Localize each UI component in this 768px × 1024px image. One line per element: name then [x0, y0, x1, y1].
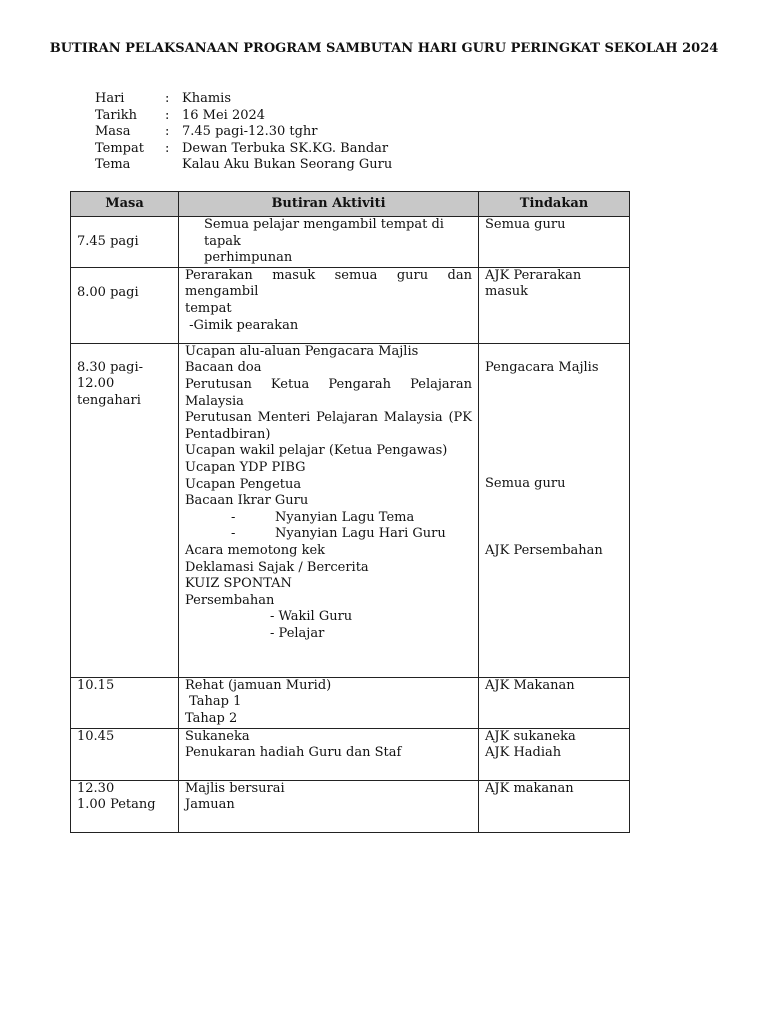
- aktiviti-cell: [179, 780, 479, 832]
- table-row: [71, 677, 630, 728]
- tindakan-cell: [479, 728, 630, 780]
- table-header-row: [71, 192, 630, 217]
- info-value: 16 Mei 2024: [182, 107, 266, 123]
- masa-text: 7.45 pagi: [77, 233, 139, 249]
- masa-text: tengahari: [77, 392, 141, 408]
- aktiviti-text: perhimpunan: [204, 250, 293, 266]
- masa-cell: [71, 267, 179, 343]
- aktiviti-text: -Gimik pearakan: [185, 317, 299, 333]
- aktiviti-text: Bacaan Ikrar Guru: [185, 493, 309, 509]
- header-butiran-aktiviti: Butiran Aktiviti: [179, 192, 479, 217]
- aktiviti-bullet-item: [185, 510, 472, 527]
- aktiviti-text: Nyanyian Lagu Tema: [275, 509, 415, 525]
- tindakan-text: AJK Makanan: [485, 677, 575, 693]
- aktiviti-text: Majlis bersurai: [185, 780, 285, 796]
- aktiviti-text: Perutusan Ketua Pengarah Pelajaran Malaysia: [185, 376, 472, 409]
- info-key: Tempat: [95, 140, 144, 156]
- info-key: Tarikh: [95, 107, 138, 123]
- aktiviti-text: KUIZ SPONTAN: [185, 576, 292, 592]
- tindakan-cell: [479, 267, 630, 343]
- masa-cell: [71, 343, 179, 677]
- aktiviti-text: Ucapan Pengetua: [185, 476, 302, 492]
- info-colon: :: [165, 124, 170, 140]
- info-row-tempat: [95, 141, 392, 158]
- masa-text: 8.30 pagi-: [77, 359, 144, 375]
- aktiviti-text: Ucapan alu-aluan Pengacara Majlis: [185, 343, 419, 359]
- masa-text: 10.15: [77, 677, 115, 693]
- table-row: [71, 343, 630, 677]
- info-row-hari: [95, 91, 392, 108]
- aktiviti-text: - Wakil Guru: [270, 609, 353, 625]
- tindakan-text: AJK Perarakan masuk: [485, 267, 582, 300]
- info-row-tema: [95, 157, 392, 174]
- aktiviti-bullet-item: [185, 526, 472, 543]
- info-key: Tema: [95, 157, 131, 173]
- info-value: Khamis: [182, 91, 231, 106]
- aktiviti-text: Ucapan YDP PIBG: [185, 459, 306, 475]
- info-value: Kalau Aku Bukan Seorang Guru: [182, 157, 393, 173]
- tindakan-cell: [479, 677, 630, 728]
- aktiviti-text: Tahap 2: [185, 710, 238, 726]
- aktiviti-text: Semua pelajar mengambil tempat di tapak: [204, 217, 444, 249]
- document-title: BUTIRAN PELAKSANAAN PROGRAM SAMBUTAN HARI GURU PERINGKAT SEKOLAH 2024: [49, 41, 719, 56]
- aktiviti-text: Rehat (jamuan Murid): [185, 677, 332, 693]
- dash-bullet: -: [231, 509, 236, 525]
- aktiviti-text: Tahap 1: [185, 694, 242, 710]
- table-row: [71, 728, 630, 780]
- info-value: Dewan Terbuka SK.KG. Bandar: [182, 140, 389, 156]
- aktiviti-cell: [179, 343, 479, 677]
- aktiviti-cell: [179, 217, 479, 268]
- aktiviti-cell: [179, 728, 479, 780]
- aktiviti-text: Sukaneka: [185, 728, 250, 744]
- tindakan-cell: [479, 217, 630, 268]
- aktiviti-text: Perutusan Menteri Pelajaran Malaysia (PK: [185, 410, 472, 426]
- table-row: [71, 267, 630, 343]
- header-masa: Masa: [71, 192, 179, 217]
- aktiviti-text: Acara memotong kek: [185, 542, 326, 558]
- masa-text: 12.00: [77, 376, 115, 392]
- aktiviti-text: Ucapan wakil pelajar (Ketua Pengawas): [185, 443, 448, 459]
- info-key: Masa: [95, 124, 131, 140]
- tindakan-text: Semua guru: [485, 217, 566, 232]
- aktiviti-text: Persembahan: [185, 592, 275, 608]
- schedule-table: [70, 191, 630, 833]
- tindakan-text: Semua guru: [485, 476, 566, 492]
- header-tindakan: Tindakan: [479, 192, 630, 217]
- aktiviti-text: tempat: [185, 300, 232, 316]
- masa-cell: [71, 780, 179, 832]
- event-info: [95, 91, 392, 174]
- aktiviti-text: Penukaran hadiah Guru dan Staf: [185, 745, 402, 761]
- info-row-tarikh: [95, 108, 392, 125]
- aktiviti-text: - Pelajar: [270, 625, 325, 641]
- tindakan-text: AJK sukaneka: [485, 728, 576, 744]
- masa-text: 1.00 Petang: [77, 797, 156, 813]
- info-colon: :: [165, 91, 170, 106]
- masa-cell: [71, 217, 179, 268]
- info-row-masa: [95, 124, 392, 141]
- table-row: [71, 217, 630, 268]
- tindakan-text: AJK Hadiah: [485, 745, 562, 761]
- tindakan-text: AJK Persembahan: [485, 542, 603, 558]
- aktiviti-cell: [179, 677, 479, 728]
- tindakan-text: Pengacara Majlis: [485, 359, 599, 375]
- info-colon: :: [165, 140, 170, 156]
- masa-text: 10.45: [77, 728, 115, 744]
- info-colon: :: [165, 107, 170, 123]
- masa-cell: [71, 677, 179, 728]
- aktiviti-text: Deklamasi Sajak / Bercerita: [185, 559, 369, 575]
- tindakan-cell: [479, 343, 630, 677]
- aktiviti-text: Bacaan doa: [185, 360, 262, 376]
- table-row: [71, 780, 630, 832]
- aktiviti-cell: [179, 267, 479, 343]
- masa-text: 12.30: [77, 780, 115, 796]
- info-value: 7.45 pagi-12.30 tghr: [182, 124, 318, 140]
- info-key: Hari: [95, 91, 125, 106]
- aktiviti-text: Nyanyian Lagu Hari Guru: [275, 526, 446, 542]
- info-colon: [165, 157, 182, 174]
- tindakan-text: AJK makanan: [485, 780, 574, 796]
- aktiviti-text: Jamuan: [185, 797, 235, 813]
- dash-bullet: -: [231, 526, 236, 542]
- masa-cell: [71, 728, 179, 780]
- aktiviti-text: Pentadbiran): [185, 426, 271, 442]
- tindakan-cell: [479, 780, 630, 832]
- masa-text: 8.00 pagi: [77, 284, 139, 300]
- aktiviti-text: Perarakan masuk semua guru dan mengambil: [185, 267, 472, 300]
